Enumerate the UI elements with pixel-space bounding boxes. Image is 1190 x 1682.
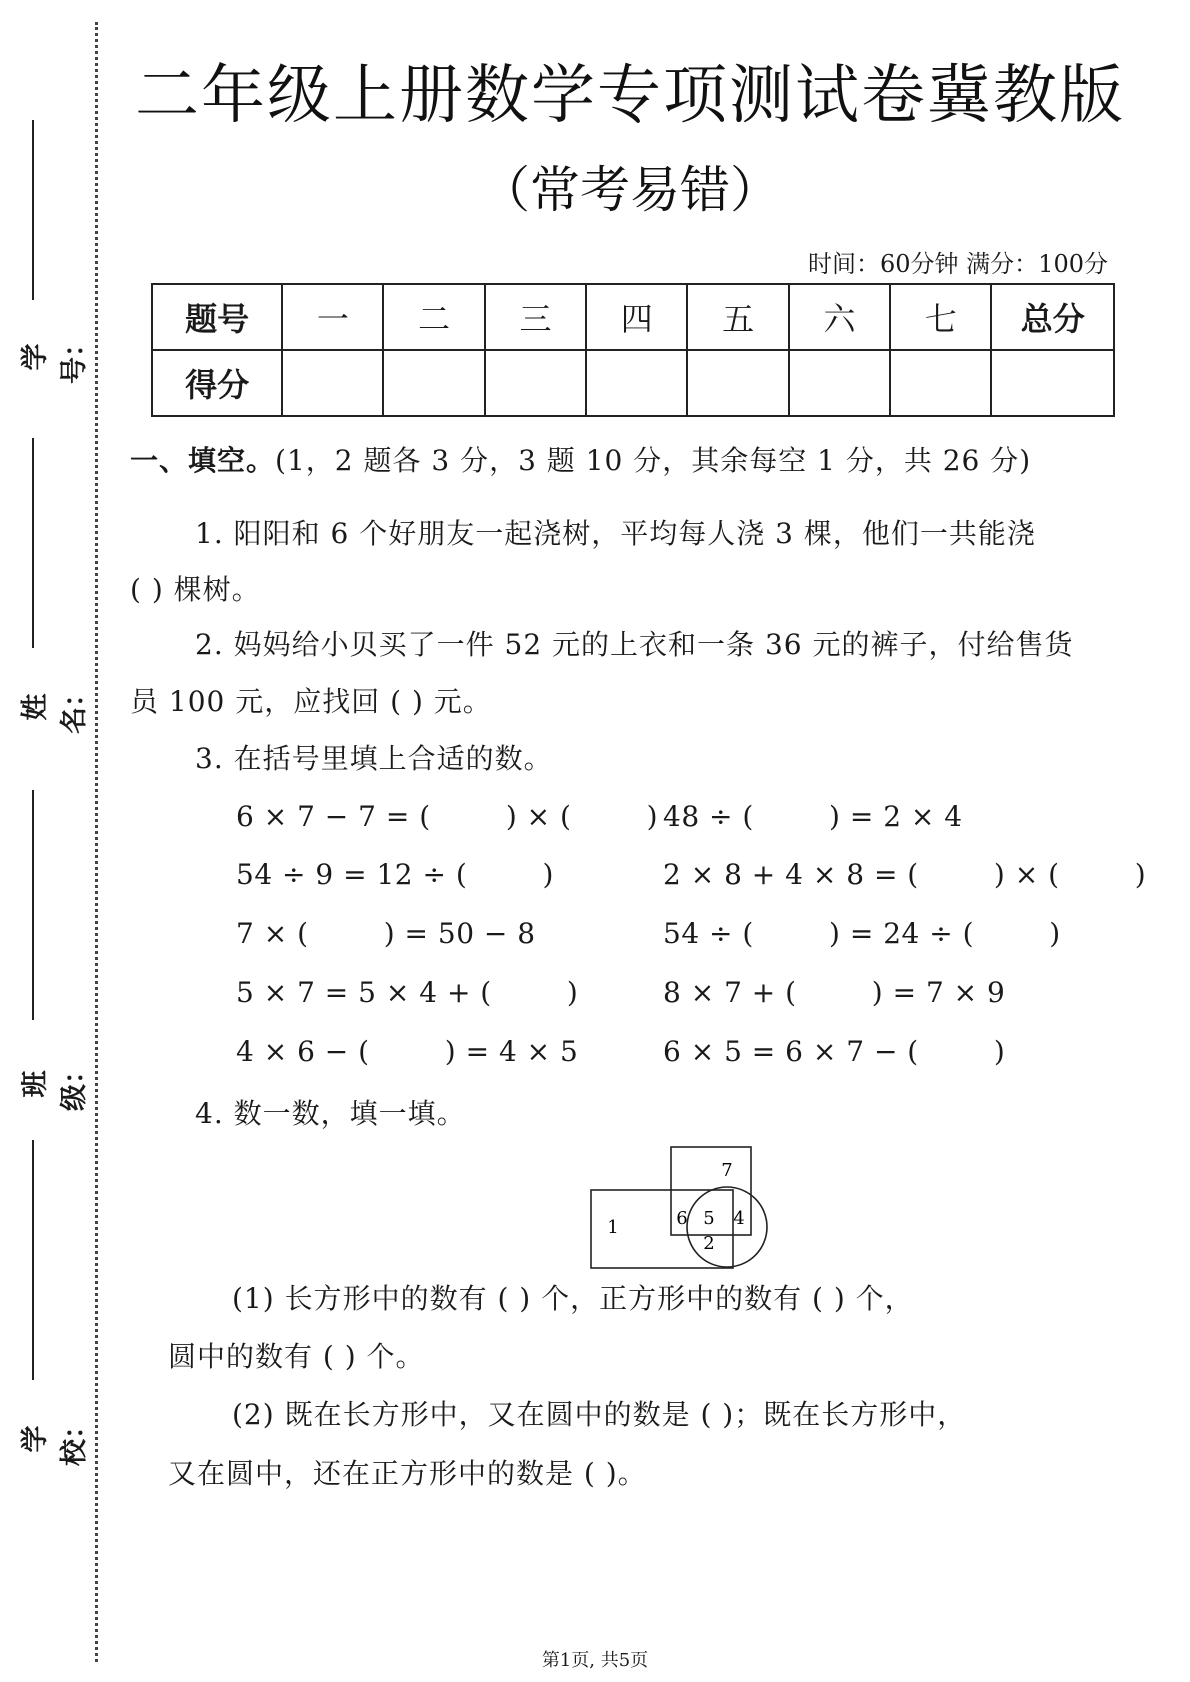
section-1-heading xyxy=(130,444,1031,478)
figure-number: 7 xyxy=(721,1160,733,1181)
score-header-cell: 三 xyxy=(485,284,586,350)
q3-equation: 6 × 7 − 7 = ( ) × ( ) xyxy=(236,800,659,833)
score-cell[interactable] xyxy=(789,350,890,416)
score-header-cell: 一 xyxy=(282,284,383,350)
figure-number: 6 xyxy=(676,1208,688,1229)
score-cell[interactable] xyxy=(383,350,484,416)
q4-title: 4. 数一数，填一填。 xyxy=(195,1097,466,1130)
school-label: 学校： xyxy=(20,1412,90,1466)
q2-line1: 2. 妈妈给小贝买了一件 52 元的上衣和一条 36 元的裤子，付给售货 xyxy=(195,628,1074,661)
score-table-score-row xyxy=(152,350,1114,416)
q1-line1: 1. 阳阳和 6 个好朋友一起浇树，平均每人浇 3 棵，他们一共能浇 xyxy=(195,517,1036,550)
score-cell[interactable] xyxy=(586,350,687,416)
q3-equation: 8 × 7 + ( ) = 7 × 9 xyxy=(663,976,1006,1009)
q4-2-line2: 又在圆中，还在正方形中的数是 ( )。 xyxy=(168,1457,647,1490)
score-header-cell: 五 xyxy=(687,284,788,350)
student-id-label: 学号： xyxy=(20,330,90,384)
figure-number: 1 xyxy=(607,1217,619,1238)
score-cell[interactable] xyxy=(890,350,991,416)
score-header-cell: 六 xyxy=(789,284,890,350)
figure-number: 5 xyxy=(703,1208,715,1229)
q3-equation: 7 × ( ) = 50 − 8 xyxy=(236,917,536,950)
score-header-cell: 二 xyxy=(383,284,484,350)
score-cell[interactable] xyxy=(282,350,383,416)
score-header-cell: 七 xyxy=(890,284,991,350)
score-cell[interactable] xyxy=(687,350,788,416)
section-1-title: 一、填空。 xyxy=(130,444,276,477)
q3-equation: 6 × 5 = 6 × 7 − ( ) xyxy=(663,1035,1006,1068)
q3-equation: 5 × 7 = 5 × 4 + ( ) xyxy=(236,976,579,1009)
score-cell[interactable] xyxy=(485,350,586,416)
page-subtitle: （常考易错） xyxy=(480,161,780,219)
score-cell[interactable] xyxy=(991,350,1114,416)
page-title: 二年级上册数学专项测试卷冀教版 xyxy=(135,59,1125,133)
circle-shape xyxy=(687,1187,767,1267)
score-header-cell: 总分 xyxy=(991,284,1114,350)
section-1-note: (1，2 题各 3 分，3 题 10 分，其余每空 1 分，共 26 分) xyxy=(275,444,1032,477)
q3-equation: 54 ÷ ( ) = 24 ÷ ( ) xyxy=(663,917,1061,950)
time-info: 时间：60分钟 满分：100分 xyxy=(808,250,1108,278)
q3-equation: 2 × 8 + 4 × 8 = ( ) × ( ) xyxy=(663,858,1147,891)
q3-title: 3. 在括号里填上合适的数。 xyxy=(195,742,553,775)
q4-1-line2: 圆中的数有 ( ) 个。 xyxy=(168,1340,425,1373)
page-number: 第1页, 共5页 xyxy=(541,1650,649,1671)
q4-2-line1: (2) 既在长方形中，又在圆中的数是 ( )；既在长方形中， xyxy=(232,1398,967,1431)
figure-number: 4 xyxy=(733,1208,745,1229)
q3-equation: 4 × 6 − ( ) = 4 × 5 xyxy=(236,1035,579,1068)
class-label: 班级： xyxy=(20,1057,90,1111)
q1-line2: ( ) 棵树。 xyxy=(130,573,261,606)
score-row-label: 得分 xyxy=(152,350,282,416)
score-table xyxy=(151,283,1115,417)
score-header-cell: 题号 xyxy=(152,284,282,350)
shapes-figure xyxy=(585,1145,785,1270)
school-line xyxy=(32,1140,34,1380)
name-line xyxy=(32,438,34,648)
q4-1-line1: (1) 长方形中的数有 ( ) 个，正方形中的数有 ( ) 个， xyxy=(232,1282,914,1315)
binding-dotted-line xyxy=(95,22,98,1662)
student-id-line xyxy=(32,120,34,300)
score-table-header-row xyxy=(152,284,1114,350)
q3-equation: 48 ÷ ( ) = 2 × 4 xyxy=(663,800,963,833)
name-label: 姓名： xyxy=(20,680,90,734)
q2-line2: 员 100 元，应找回 ( ) 元。 xyxy=(130,685,492,718)
q3-equation: 54 ÷ 9 = 12 ÷ ( ) xyxy=(236,858,554,891)
class-line xyxy=(32,790,34,1020)
figure-number: 2 xyxy=(703,1233,715,1254)
score-header-cell: 四 xyxy=(586,284,687,350)
